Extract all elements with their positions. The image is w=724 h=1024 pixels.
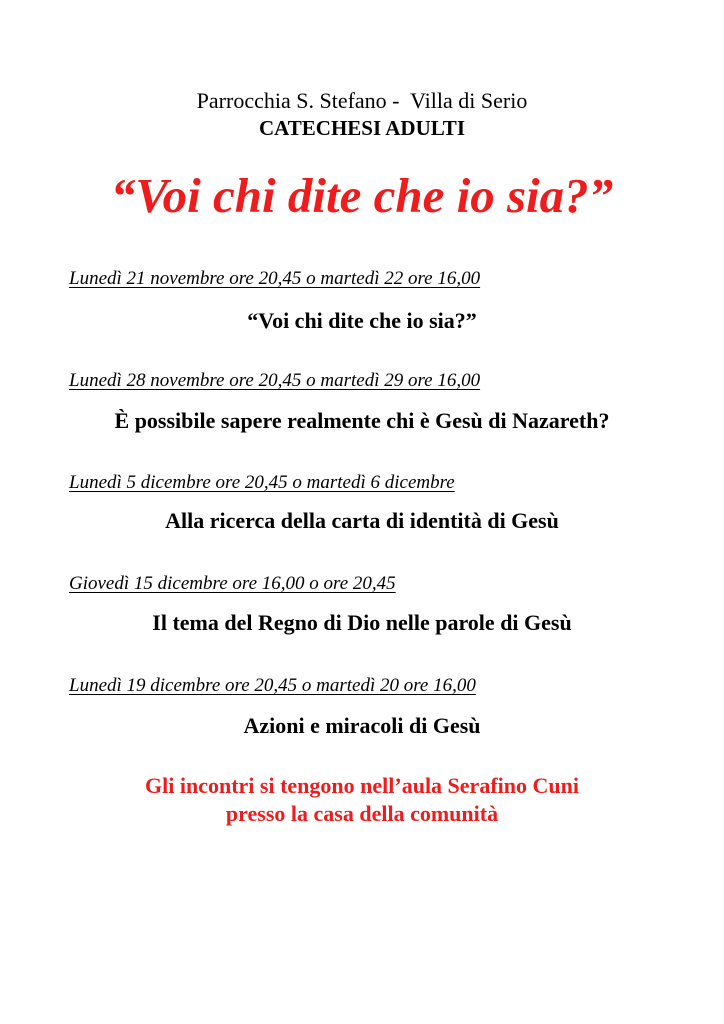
session-4-date: Giovedì 15 dicembre ore 16,00 o ore 20,45 bbox=[69, 573, 396, 594]
session-1-date: Lunedì 21 novembre ore 20,45 o martedì 22 ore 16,00 bbox=[69, 268, 481, 289]
venue-line-2: presso la casa della comunità bbox=[225, 801, 499, 826]
event-subtitle: CATECHESI ADULTI bbox=[259, 116, 465, 140]
session-1-topic: “Voi chi dite che io sia?” bbox=[247, 308, 477, 333]
session-3-date: Lunedì 5 dicembre ore 20,45 o martedì 6 dicembre bbox=[69, 472, 455, 493]
parish-name: Parrocchia S. Stefano - Villa di Serio bbox=[196, 88, 528, 113]
main-title: “Voi chi dite che io sia?” bbox=[110, 168, 614, 223]
session-3-topic: Alla ricerca della carta di identità di Gesù bbox=[165, 508, 559, 533]
session-5-date: Lunedì 19 dicembre ore 20,45 o martedì 20 ore 16,00 bbox=[69, 675, 476, 696]
session-2-date: Lunedì 28 novembre ore 20,45 o martedì 29 ore 16,00 bbox=[69, 370, 481, 391]
session-5-topic: Azioni e miracoli di Gesù bbox=[243, 713, 481, 738]
session-2-topic: È possibile sapere realmente chi è Gesù di Nazareth? bbox=[114, 408, 610, 433]
venue-line-1: Gli incontri si tengono nell’aula Serafino Cuni bbox=[145, 773, 579, 798]
session-4-topic: Il tema del Regno di Dio nelle parole di Gesù bbox=[152, 610, 572, 635]
